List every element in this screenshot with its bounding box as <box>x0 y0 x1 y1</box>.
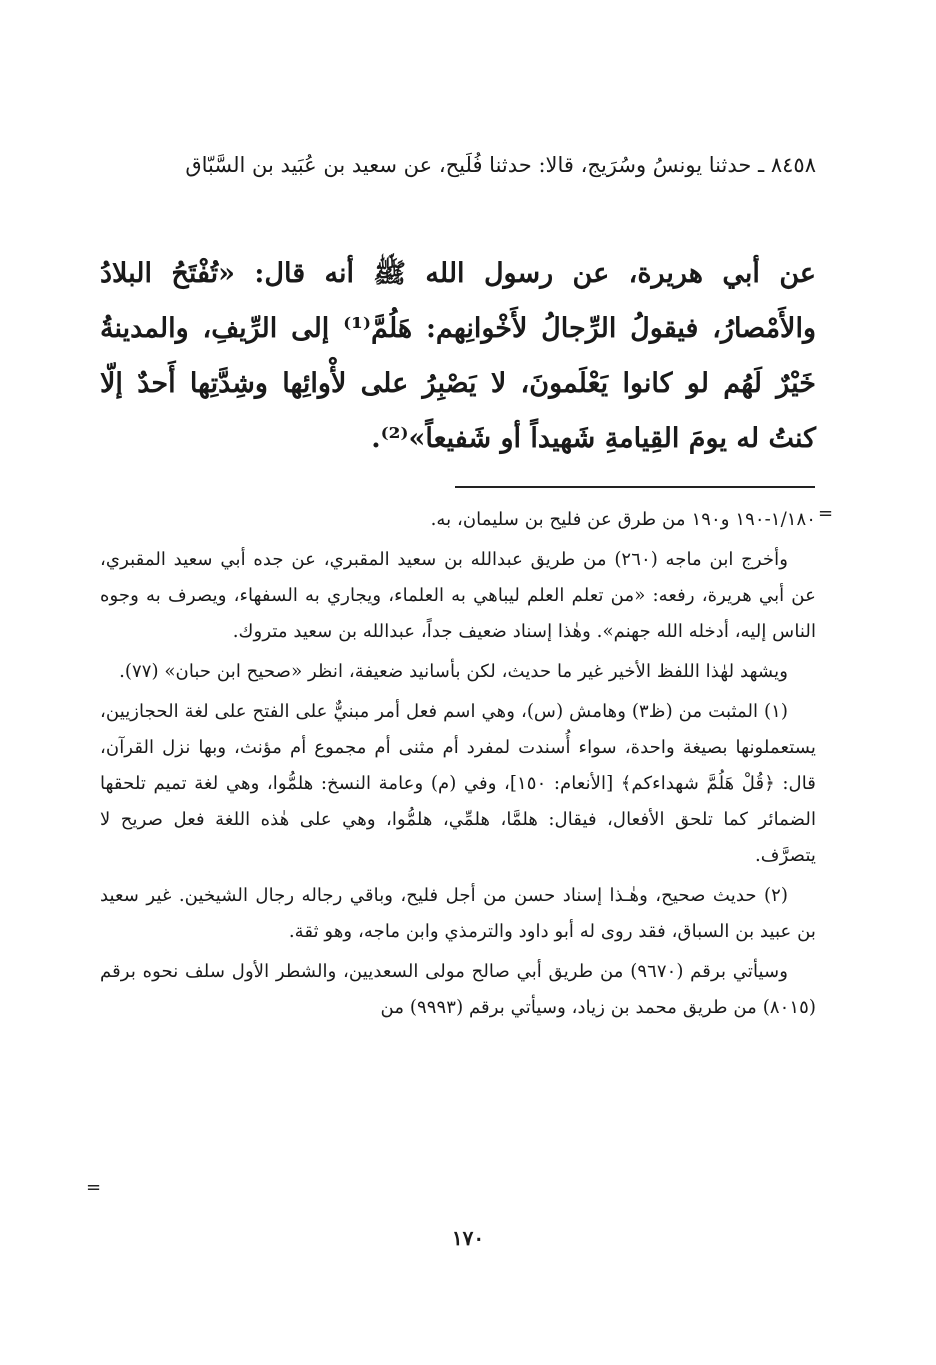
hadith-isnad: ٨٤٥٨ ـ حدثنا يونسُ وسُرَيج، قالا: حدثنا فُلَيح، عن سعيد بن عُبَيد بن السَّبّاق <box>185 153 816 177</box>
continuation-mark-top: = <box>818 503 834 524</box>
footnote-paragraph: وأخرج ابن ماجه (٢٦٠) من طريق عبدالله بن سعيد المقبري، عن جده أبي سعيد المقبري، عن أبي هريرة، رفعه: «من تعلم العلم ليباهي به العلماء، ويجاري به السفهاء، ويصرف به وجوه الناس إليه، أدخله الله جهنم». وهٰذا إسناد ضعيف جداً، عبدالله بن سعيد متروك. <box>100 549 816 642</box>
hadith-matn: عن أبي هريرة، عن رسول الله ﷺ أنه قال: «تُفْتَحُ البلادُ والأَمْصارُ، فيقولُ الرِّجالُ لأَخْوانِهم: هَلُمَّ⁽¹⁾ إلى الرِّيفِ، والمدينةُ خَيْرٌ لَهُم لو كانوا يَعْلَمونَ، لا يَصْبِرُ على لأْوائِها وشِدَّتِها أَحدٌ إلّا كنتُ له يومَ القِيامةِ شَهيداً أو شَفيعاً»⁽²⁾. <box>100 258 816 454</box>
footnotes <box>100 502 816 1030</box>
continuation-mark-bottom: = <box>86 1177 102 1198</box>
footnote-separator <box>455 486 815 488</box>
footnote-paragraph: ويشهد لهٰذا اللفظ الأخير غير ما حديث، لكن بأسانيد ضعيفة، انظر «صحيح ابن حبان» (٧٧). <box>119 661 788 682</box>
footnote-paragraph: وسيأتي برقم (٩٦٧٠) من طريق أبي صالح مولى السعديين، والشطر الأول سلف نحوه برقم (٨٠١٥) من طريق محمد بن زياد، وسيأتي برقم (٩٩٩٣) من <box>100 961 816 1018</box>
footnote-paragraph: (١) المثبت من (ظ٣) وهامش (س)، وهي اسم فعل أمر مبنيٌّ على الفتح على لغة الحجازيين، يستعملونها بصيغة واحدة، سواء أُسندت لمفرد أم مثنى أم مجموع أم مؤنث، وبها نزل القرآن، قال: ﴿قُلْ هَلُمَّ شهداءكم﴾ [الأنعام: ١٥٠]، وفي (م) وعامة النسخ: هلمُّوا، وهي لغة تميم تلحقها الضمائر كما تلحق الأفعال، فيقال: هلمَّا، هلمِّي، هلمُّوا، وهي على هٰذه اللغة فعل صريح لا يتصرَّف. <box>100 701 817 866</box>
footnote-paragraph: ١/١٨٠-١٩٠ و١٩٠ من طرق عن فليح بن سليمان، به. <box>430 509 816 530</box>
footnote-paragraph: (٢) حديث صحيح، وهٰـذا إسناد حسن من أجل فليح، وباقي رجاله رجال الشيخين. غير سعيد بن عبيد بن السباق، فقد روى له أبو داود والترمذي وابن ماجه، وهو ثقة. <box>100 885 816 942</box>
page-number: ١٧٠ <box>451 1226 485 1250</box>
